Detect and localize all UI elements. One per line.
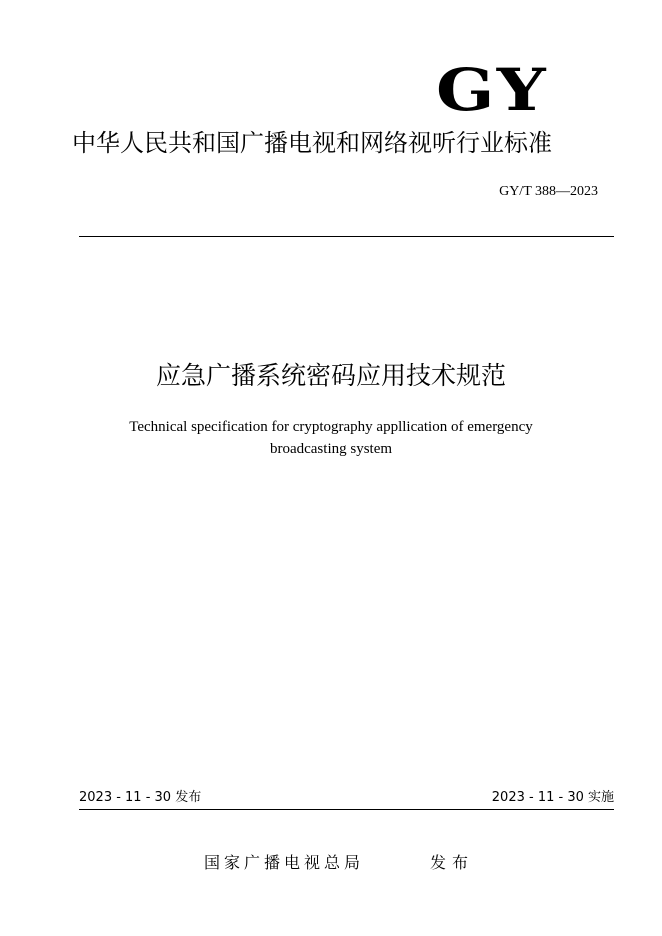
publish-label: 发布 <box>430 853 475 872</box>
english-title-line-1: Technical specification for cryptography appllication of emergency <box>129 419 533 435</box>
publish-date: 2023 - 11 - 30 发布 <box>79 790 202 805</box>
implementation-date: 2023 - 11 - 30 实施 <box>491 790 614 805</box>
gy-logo: GY <box>436 56 549 124</box>
document-title-english <box>0 416 662 460</box>
standard-number: GY/T 388—2023 <box>499 184 598 199</box>
bottom-divider <box>79 809 614 810</box>
document-title-chinese: 应急广播系统密码应用技术规范 <box>155 361 506 390</box>
english-title-line-2: broadcasting system <box>269 441 393 457</box>
publisher-name: 国家广播电视总局 <box>204 853 365 872</box>
top-divider <box>79 236 614 237</box>
issuer-title: 中华人民共和国广播电视和网络视听行业标准 <box>72 129 552 157</box>
